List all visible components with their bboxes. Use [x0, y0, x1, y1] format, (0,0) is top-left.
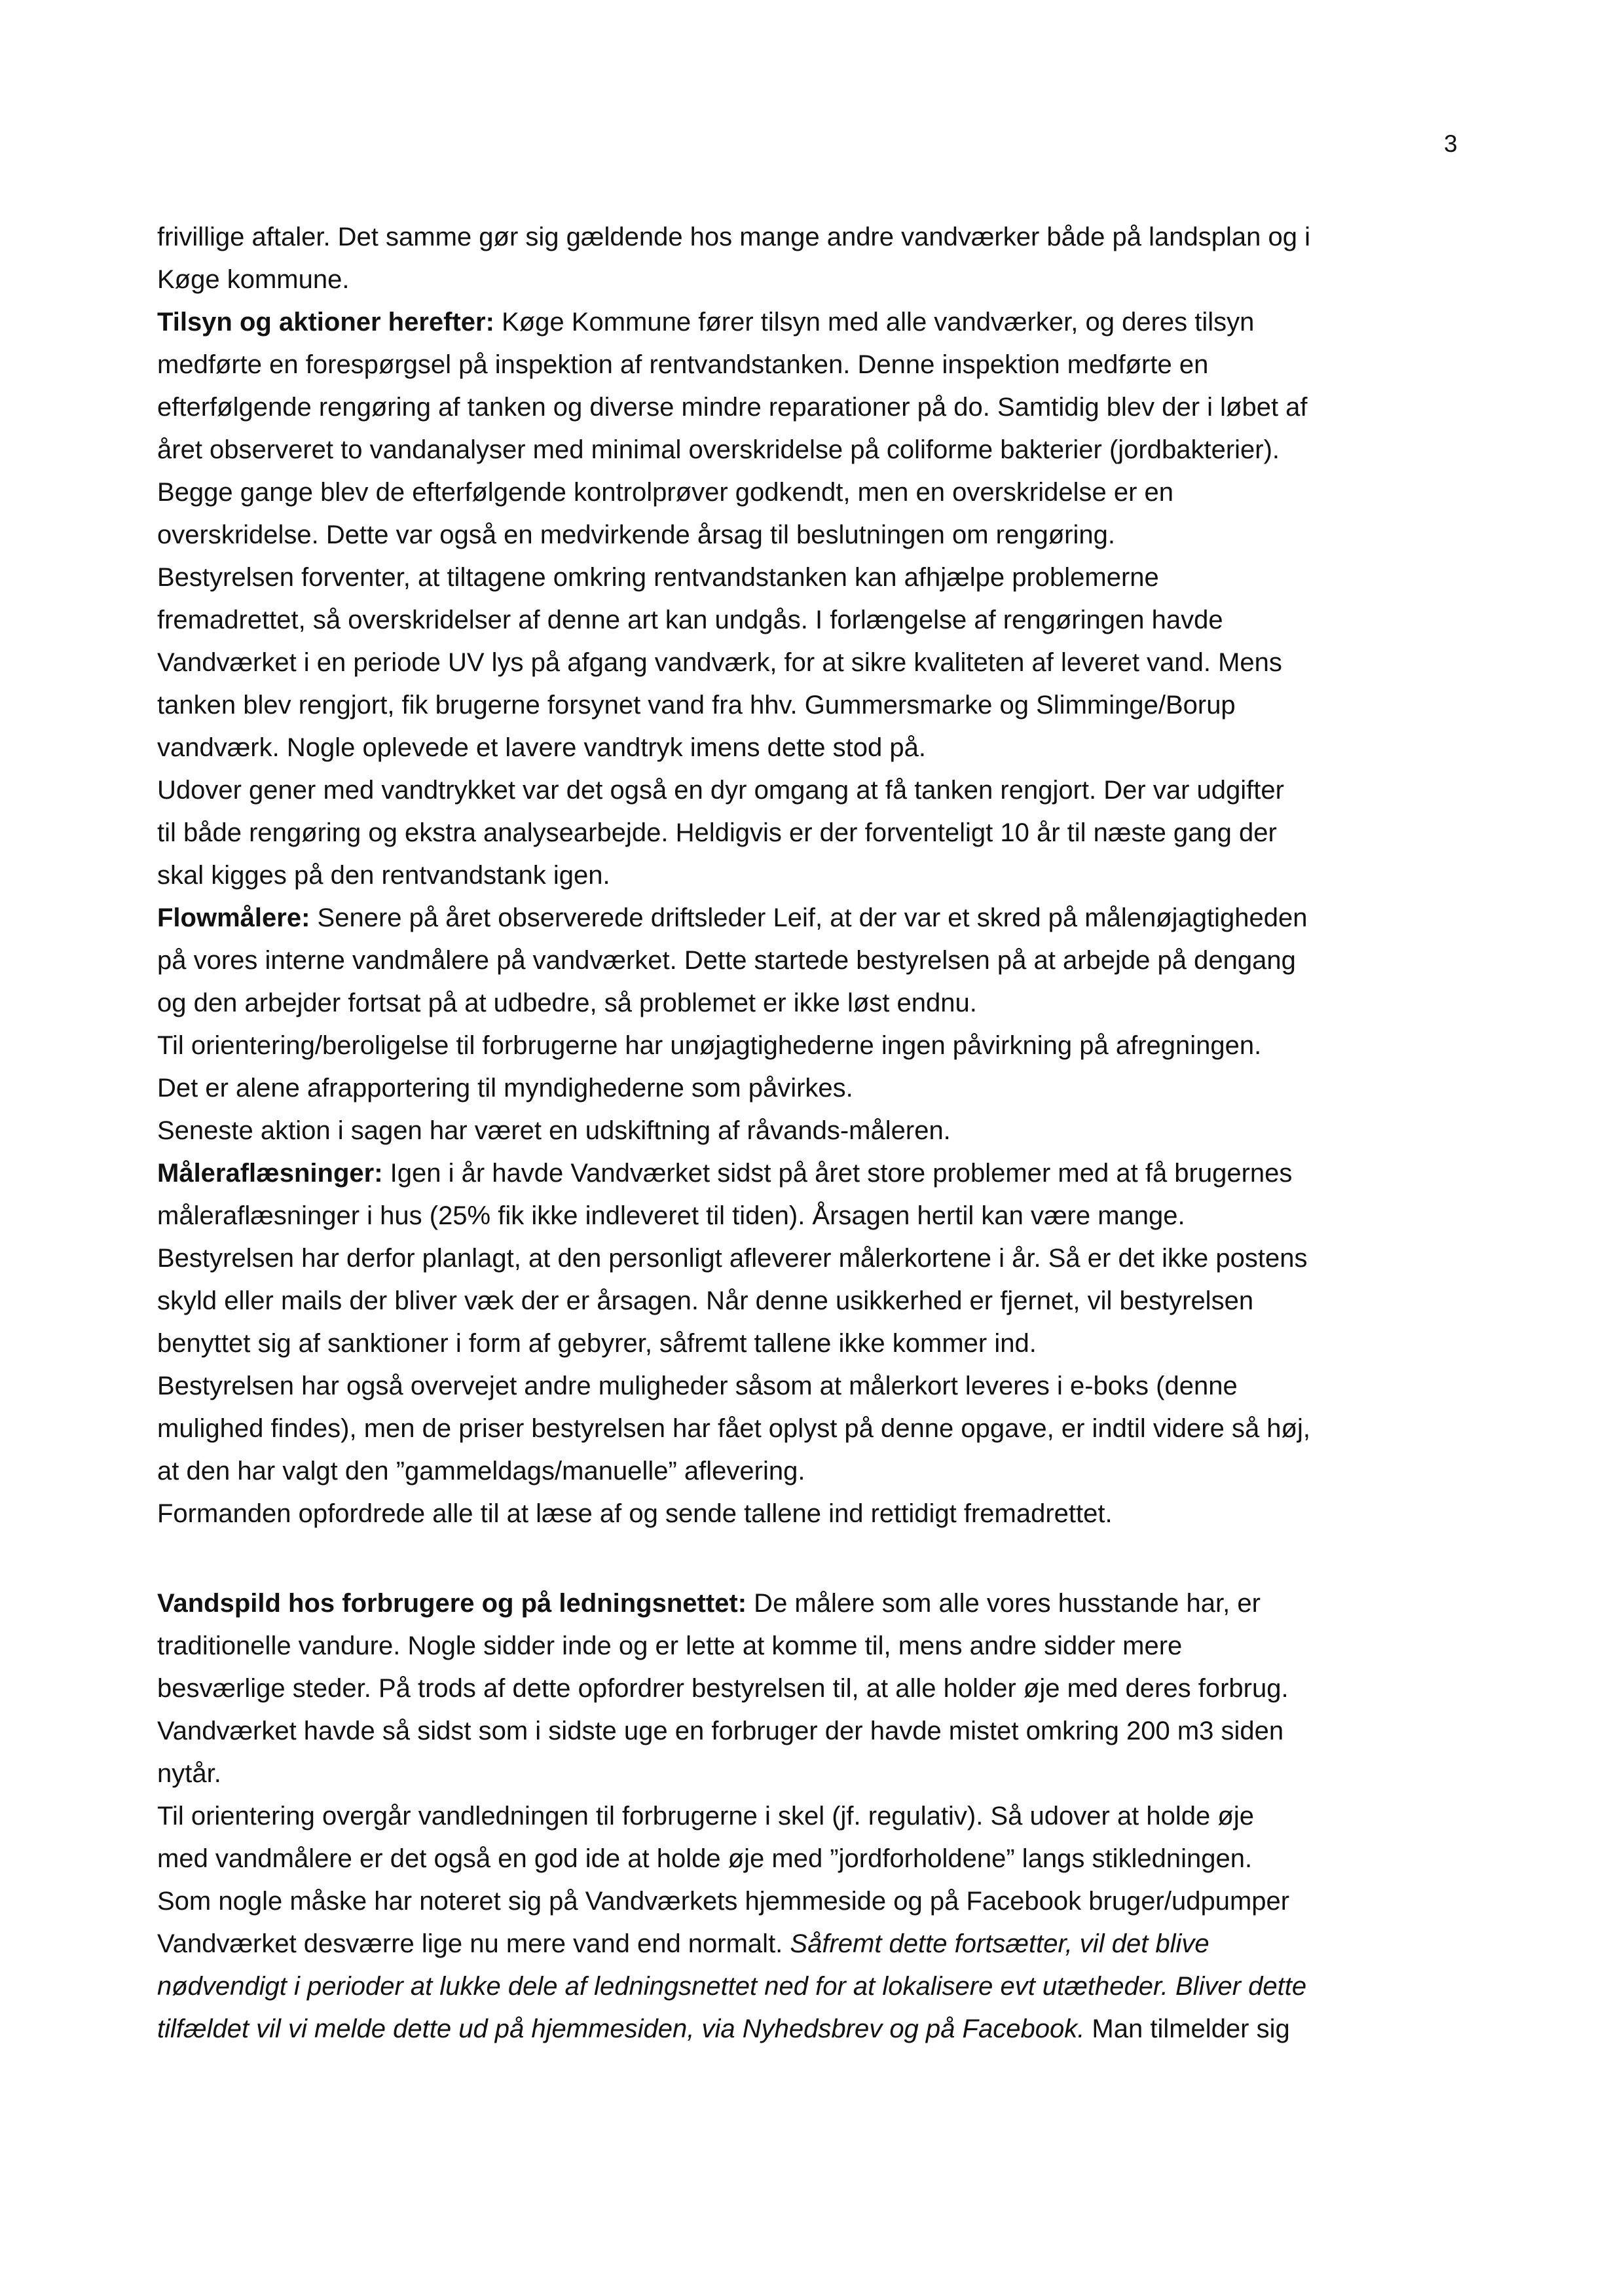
paragraph-line: vandværk. Nogle oplevede et lavere vandtryk imens dette stod på. [157, 733, 926, 762]
paragraph-line: frivillige aftaler. Det samme gør sig gældende hos mange andre vandværker både på landsplan og i [157, 223, 1310, 251]
paragraph-line-mixed [157, 1923, 1480, 1965]
paragraph-line: traditionelle vandure. Nogle sidder inde og er lette at komme til, mens andre sidder mere [157, 1631, 1183, 1660]
paragraph-line: skyld eller mails der bliver væk der er årsagen. Når denne usikkerhed er fjernet, vil bestyrelsen [157, 1286, 1254, 1315]
paragraph-line: benyttet sig af sanktioner i form af gebyrer, såfremt tallene ikke kommer ind. [157, 1329, 1037, 1358]
paragraph-text: Igen i år havde Vandværket sidst på året store problemer med at få brugernes [382, 1159, 1293, 1188]
paragraph-line: Udover gener med vandtrykket var det også en dyr omgang at få tanken rengjort. Der var udgifter [157, 776, 1284, 805]
section-vandspild-first-line [157, 1582, 1480, 1625]
paragraph-line: til både rengøring og ekstra analysearbejde. Heldigvis er der forventeligt 10 år til næste gang der [157, 818, 1277, 847]
paragraph-line: besværlige steder. På trods af dette opfordrer bestyrelsen til, at alle holder øje med deres forbrug. [157, 1674, 1289, 1703]
paragraph-line: mulighed findes), men de priser bestyrelsen har fået oplyst på denne opgave, er indtil videre så høj, [157, 1414, 1310, 1443]
paragraph-line: Vandværket havde så sidst som i sidste uge en forbruger der havde mistet omkring 200 m3 siden [157, 1717, 1284, 1745]
section-heading-maaleraflaesninger: Måleraflæsninger: [157, 1159, 383, 1188]
section-heading-flowmaalere: Flowmålere: [157, 903, 310, 932]
paragraph-text: Senere på året observerede driftsleder Leif, at der var et skred på målenøjagtigheden [310, 903, 1308, 932]
paragraph-line: Som nogle måske har noteret sig på Vandværkets hjemmeside og på Facebook bruger/udpumper [157, 1887, 1290, 1916]
paragraph-text: De målere som alle vores husstande har, er [747, 1589, 1261, 1618]
paragraph-text: Vandværket desværre lige nu mere vand end normalt. [157, 1929, 790, 1958]
paragraph-line: Til orientering overgår vandledningen til forbrugerne i skel (jf. regulativ). Så udover at holde øje [157, 1802, 1254, 1831]
paragraph-line: medførte en forespørgsel på inspektion af rentvandstanken. Denne inspektion medførte en [157, 350, 1209, 379]
section-maaler-first-line [157, 1152, 1480, 1195]
paragraph-line: Til orientering/beroligelse til forbrugerne har unøjagtighederne ingen påvirkning på afregningen. [157, 1031, 1262, 1060]
paragraph-line-mixed [157, 2008, 1480, 2050]
section-flow-first-line [157, 897, 1480, 939]
paragraph-line: Seneste aktion i sagen har været en udskiftning af råvands-måleren. [157, 1116, 951, 1145]
page-number: 3 [1444, 130, 1458, 157]
paragraph-line: tanken blev rengjort, fik brugerne forsynet vand fra hhv. Gummersmarke og Slimminge/Borup [157, 691, 1236, 720]
paragraph-line: overskridelse. Dette var også en medvirkende årsag til beslutningen om rengøring. [157, 520, 1115, 549]
document-body [157, 216, 1480, 2050]
paragraph-line: Formanden opfordrede alle til at læse af og sende tallene ind rettidigt fremadrettet. [157, 1499, 1113, 1528]
paragraph-line: Køge kommune. [157, 265, 350, 294]
paragraph-line: Vandværket i en periode UV lys på afgang vandværk, for at sikre kvaliteten af leveret vand. Mens [157, 648, 1282, 677]
paragraph-line: året observeret to vandanalyser med minimal overskridelse på coliforme bakterier (jordbakterier). [157, 435, 1280, 464]
paragraph-text: Man tilmelder sig [1084, 2014, 1290, 2043]
paragraph-line: nytår. [157, 1759, 221, 1788]
italic-notice-text: tilfældet vil vi melde dette ud på hjemmesiden, via Nyhedsbrev og på Facebook. [157, 2014, 1085, 2043]
paragraph-line: Bestyrelsen forventer, at tiltagene omkring rentvandstanken kan afhjælpe problemerne [157, 563, 1159, 592]
italic-notice-text: nødvendigt i perioder at lukke dele af ledningsnettet ned for at lokalisere evt utætheder. Bliver dette [157, 1972, 1307, 2001]
paragraph-line: med vandmålere er det også en god ide at holde øje med ”jordforholdene” langs stikledningen. [157, 1844, 1253, 1873]
paragraph-line: Bestyrelsen har også overvejet andre muligheder såsom at målerkort leveres i e-boks (denne [157, 1372, 1238, 1400]
section-heading-tilsyn: Tilsyn og aktioner herefter: [157, 308, 494, 337]
section-tilsyn-first-line [157, 301, 1480, 344]
paragraph-line: efterfølgende rengøring af tanken og diverse mindre reparationer på do. Samtidig blev der i løbet af [157, 393, 1308, 422]
paragraph-line: fremadrettet, så overskridelser af denne art kan undgås. I forlængelse af rengøringen havde [157, 606, 1223, 634]
paragraph-line: Bestyrelsen har derfor planlagt, at den personligt afleverer målerkortene i år. Så er det ikke postens [157, 1244, 1308, 1273]
paragraph-line: at den har valgt den ”gammeldags/manuelle” aflevering. [157, 1457, 805, 1485]
section-heading-vandspild: Vandspild hos forbrugere og på ledningsnettet: [157, 1589, 747, 1618]
paragraph-line: måleraflæsninger i hus (25% fik ikke indleveret til tiden). Årsagen hertil kan være mange. [157, 1201, 1185, 1230]
paragraph-line: Det er alene afrapportering til myndighederne som påvirkes. [157, 1074, 853, 1102]
paragraph-text: Køge Kommune fører tilsyn med alle vandværker, og deres tilsyn [494, 308, 1255, 337]
paragraph-line: Begge gange blev de efterfølgende kontrolprøver godkendt, men en overskridelse er en [157, 478, 1174, 507]
paragraph-line: og den arbejder fortsat på at udbedre, så problemet er ikke løst endnu. [157, 989, 977, 1017]
paragraph-line-italic [157, 1965, 1480, 2008]
italic-notice-text: Såfremt dette fortsætter, vil det blive [790, 1929, 1209, 1958]
paragraph-gap [157, 1535, 1480, 1582]
paragraph-line: skal kigges på den rentvandstank igen. [157, 861, 610, 890]
paragraph-line: på vores interne vandmålere på vandværket. Dette startede bestyrelsen på at arbejde på dengang [157, 946, 1296, 975]
